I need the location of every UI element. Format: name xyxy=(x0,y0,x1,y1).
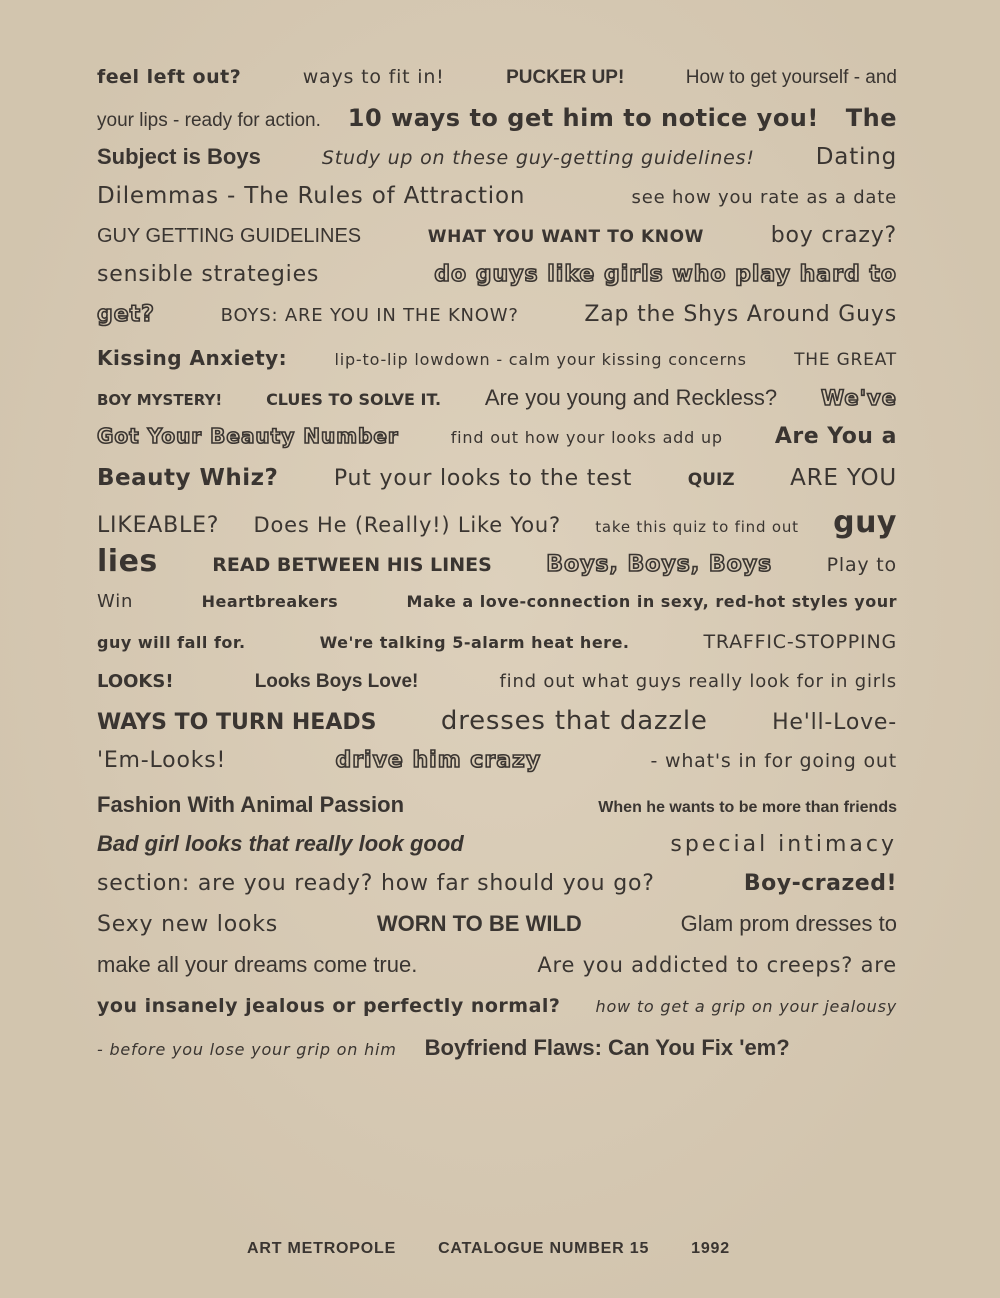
phrase: WORN TO BE WILD xyxy=(376,911,582,936)
text-line xyxy=(97,346,897,386)
phrase: CLUES TO SOLVE IT. xyxy=(266,390,442,409)
phrase: Boyfriend Flaws: Can You Fix 'em? xyxy=(424,1035,790,1060)
text-line xyxy=(97,262,897,302)
phrase: guy will fall for. xyxy=(97,633,246,652)
phrase: We're talking 5-alarm heat here. xyxy=(319,633,630,652)
publication-year: 1992 xyxy=(691,1240,730,1257)
phrase: find out how your looks add up xyxy=(450,428,723,447)
text-line xyxy=(97,223,897,263)
phrase: Put your looks to the test xyxy=(333,466,633,491)
phrase: get? xyxy=(97,302,155,327)
text-line xyxy=(97,104,897,144)
phrase: Does He (Really!) Like You? xyxy=(253,513,561,537)
phrase: Looks Boys Love! xyxy=(254,671,419,692)
phrase: Kissing Anxiety: xyxy=(97,346,288,370)
text-line xyxy=(97,831,897,871)
phrase: We've xyxy=(820,386,897,410)
phrase: BOYS: ARE YOU IN THE KNOW? xyxy=(220,305,519,326)
phrase: 'Em-Looks! xyxy=(97,748,227,773)
text-line xyxy=(97,465,897,505)
text-line xyxy=(97,144,897,184)
phrase: Win xyxy=(97,591,134,612)
phrase: sensible strategies xyxy=(97,262,320,287)
phrase: Zap the Shys Around Guys xyxy=(584,302,897,327)
text-line xyxy=(97,1035,897,1075)
phrase: Are You a xyxy=(774,424,897,449)
phrase: find out what guys really look for in girls xyxy=(499,671,897,692)
phrase: Glam prom dresses to xyxy=(680,911,897,936)
phrase: Make a love-connection in sexy, red-hot styles your xyxy=(406,592,897,611)
phrase: Fashion With Animal Passion xyxy=(97,792,405,817)
phrase: ways to fit in! xyxy=(302,66,445,88)
text-line xyxy=(97,302,897,342)
phrase: take this quiz to find out xyxy=(595,518,799,536)
phrase: TRAFFIC-STOPPING xyxy=(703,631,897,653)
phrase: LIKEABLE? xyxy=(97,513,220,538)
phrase: Beauty Whiz? xyxy=(97,465,279,491)
phrase: make all your dreams come true. xyxy=(97,952,418,977)
text-line xyxy=(97,631,897,671)
phrase: guy xyxy=(833,505,897,540)
phrase: boy crazy? xyxy=(770,223,897,248)
phrase: you insanely jealous or perfectly normal? xyxy=(97,995,561,1017)
phrase: He'll-Love- xyxy=(772,710,897,735)
phrase: How to get yourself - and xyxy=(685,67,897,88)
text-line xyxy=(97,871,897,911)
phrase: lies xyxy=(97,544,158,579)
phrase: see how you rate as a date xyxy=(631,187,897,208)
phrase: QUIZ xyxy=(687,470,735,490)
phrase: Sexy new looks xyxy=(97,912,279,937)
text-line xyxy=(97,995,897,1035)
phrase: dresses that dazzle xyxy=(440,706,708,736)
phrase: Study up on these guy-getting guidelines! xyxy=(321,147,755,169)
phrase: Got Your Beauty Number xyxy=(97,424,399,448)
phrase: how to get a grip on your jealousy xyxy=(595,997,897,1016)
text-line xyxy=(97,952,897,992)
phrase: do guys like girls who play hard to xyxy=(434,262,897,287)
phrase: - what's in for going out xyxy=(650,750,897,772)
phrase: 10 ways to get him to notice you! xyxy=(347,104,819,132)
phrase: Boys, Boys, Boys xyxy=(546,552,773,577)
phrase: section: are you ready? how far should you go? xyxy=(97,871,655,896)
text-line xyxy=(97,66,897,106)
text-line xyxy=(97,591,897,631)
phrase: your lips - ready for action. xyxy=(97,110,321,131)
publisher-name: ART METROPOLE xyxy=(247,1240,397,1257)
text-line xyxy=(97,544,897,584)
phrase: THE GREAT xyxy=(794,350,897,370)
text-line xyxy=(97,792,897,832)
phrase: WHAT YOU WANT TO KNOW xyxy=(427,227,705,247)
text-line xyxy=(97,671,897,711)
phrase: Are you addicted to creeps? are xyxy=(537,953,897,977)
phrase: feel left out? xyxy=(97,66,242,88)
text-line xyxy=(97,183,897,223)
phrase: lip-to-lip lowdown - calm your kissing concerns xyxy=(334,350,747,369)
phrase: Are you young and Reckless? xyxy=(484,385,778,410)
phrase: Bad girl looks that really look good xyxy=(97,831,464,856)
text-line xyxy=(97,911,897,951)
catalogue-footer xyxy=(247,1240,767,1258)
phrase: BOY MYSTERY! xyxy=(97,391,223,409)
phrase: LOOKS! xyxy=(97,671,174,692)
catalogue-number: CATALOGUE NUMBER 15 xyxy=(438,1240,650,1257)
phrase: WAYS TO TURN HEADS xyxy=(97,710,377,735)
phrase: special intimacy xyxy=(670,832,897,857)
phrase: The xyxy=(845,104,897,132)
phrase: When he wants to be more than friends xyxy=(598,799,897,816)
phrase: Dilemmas - The Rules of Attraction xyxy=(97,183,526,209)
phrase: - before you lose your grip on him xyxy=(97,1040,397,1059)
text-line xyxy=(97,385,897,425)
text-line xyxy=(97,706,897,746)
text-line xyxy=(97,748,897,788)
phrase: PUCKER UP! xyxy=(506,67,625,88)
phrase: drive him crazy xyxy=(335,748,542,773)
phrase: Dating xyxy=(815,144,897,170)
phrase: Play to xyxy=(826,554,897,576)
phrase: GUY GETTING GUIDELINES xyxy=(97,225,362,247)
phrase: Subject is Boys xyxy=(97,144,261,169)
phrase: ARE YOU xyxy=(790,465,897,491)
phrase: READ BETWEEN HIS LINES xyxy=(212,554,492,576)
text-line xyxy=(97,505,897,545)
phrase: Boy-crazed! xyxy=(743,871,897,896)
phrase: Heartbreakers xyxy=(201,592,339,611)
text-line xyxy=(97,424,897,464)
